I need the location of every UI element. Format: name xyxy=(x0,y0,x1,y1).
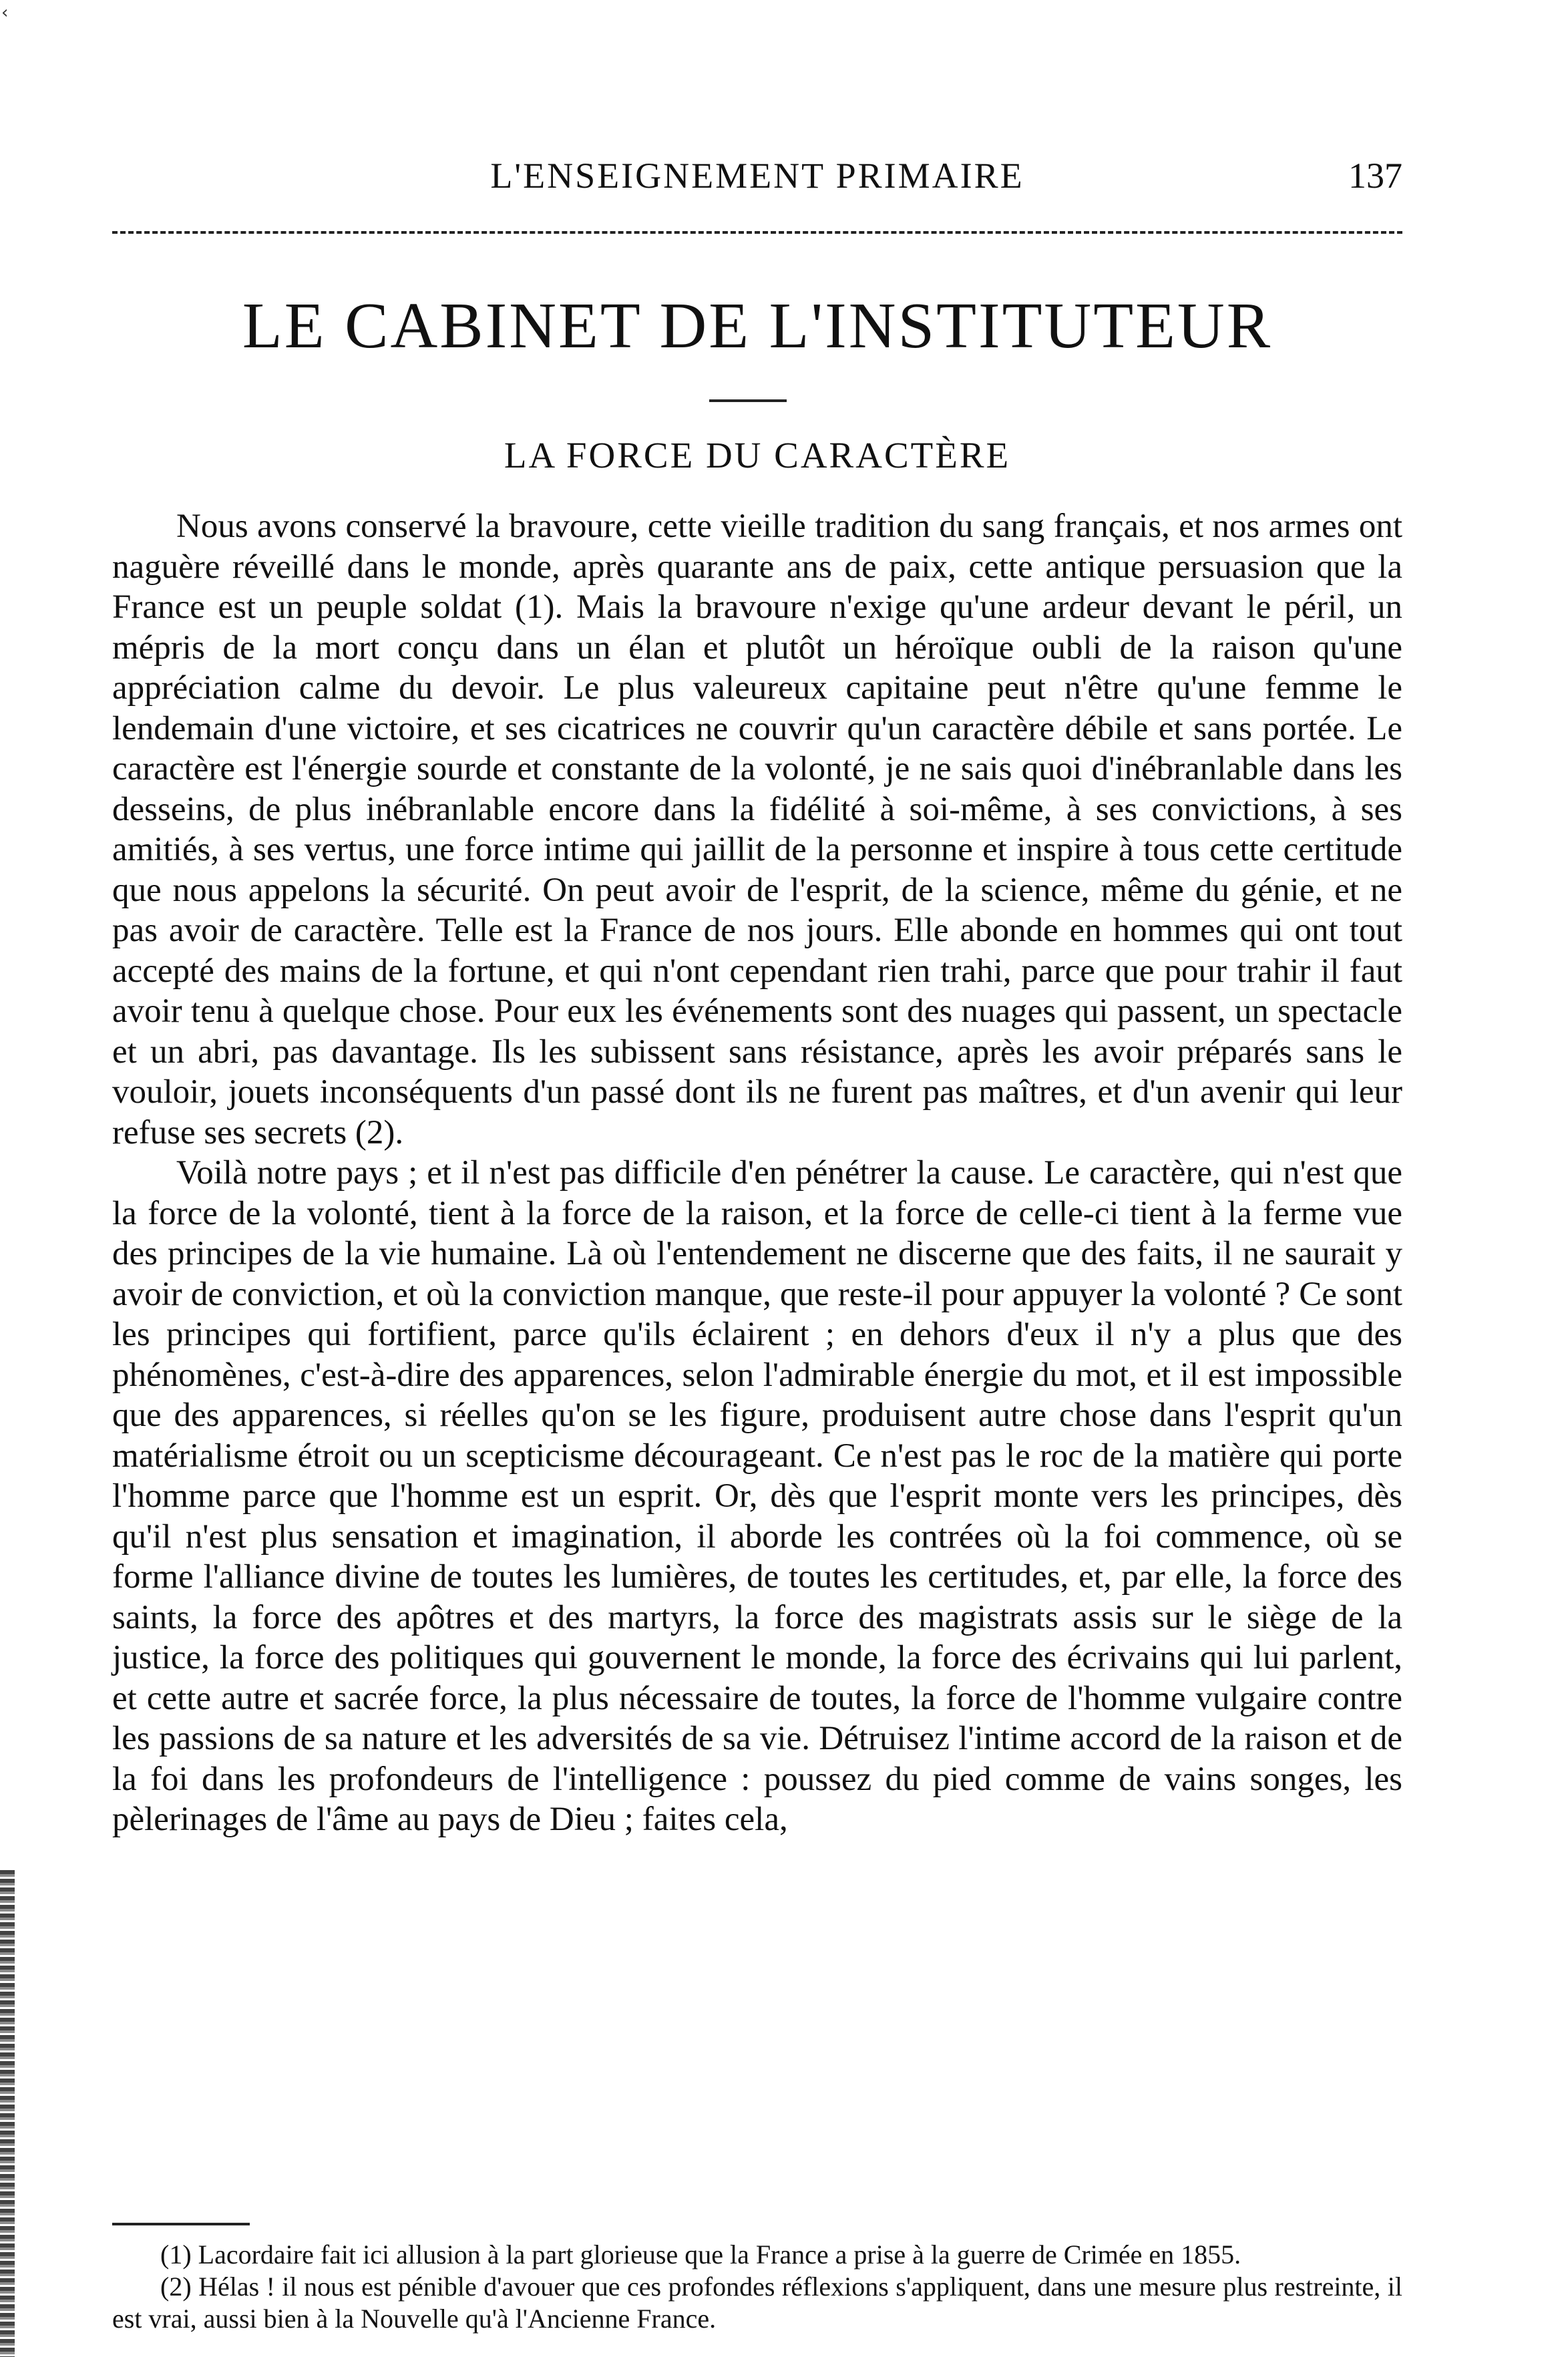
corner-mark-icon: ‹ xyxy=(1,3,9,23)
article-body xyxy=(112,506,1402,1840)
footnote-1: (1) Lacordaire fait ici allusion à la part glorieuse que la France a prise à la guerre de Crimée en 1855. xyxy=(160,2239,1241,2270)
footnote-rule xyxy=(112,2223,250,2225)
page-edge-binding xyxy=(0,1870,15,2357)
article-subtitle: LA FORCE DU CARACTÈRE xyxy=(504,435,1011,476)
footnote-2: (2) Hélas ! il nous est pénible d'avouer que ces profondes réflexions s'appliquent, dans une mesure plus restreinte, il est vrai, aussi bien à la Nouvelle qu'à l'Ancienne France. xyxy=(112,2272,1402,2334)
paragraph-1: Nous avons conservé la bravoure, cette vieille tradition du sang français, et nos armes ont naguère réveillé dans le monde, après quarante ans de paix, cette antique persuasion que la France est un peuple soldat (1). Mais la bravoure n'exige qu'une ardeur devant le péril, un mépris de la mort conçu dans un élan et plutôt un héroïque oubli de la raison qu'une appréciation calme du devoir. Le plus valeureux capitaine peut n'être qu'une femme le lendemain d'une victoire, et ses cicatrices ne couvrir qu'un caractère débile et sans portée. Le caractère est l'énergie sourde et constante de la volonté, je ne sais quoi d'inébranlable dans les desseins, de plus inébranlable encore dans la fidélité à soi-même, à ses convictions, à ses amitiés, à ses vertus, une force intime qui jaillit de la personne et inspire à tous cette certitude que nous appelons la sécurité. On peut avoir de l'esprit, de la science, même du génie, et ne pas avoir de caractère. Telle est la France de nos jours. Elle abonde en hommes qui ont tout accepté des mains de la fortune, et qui n'ont cependant rien trahi, parce que pour trahir il faut avoir tenu à quelque chose. Pour eux les événements sont des nuages qui passent, un spectacle et un abri, pas davantage. Ils les subissent sans résistance, après les avoir préparés sans le vouloir, jouets inconséquents d'un passé dont ils ne furent pas maîtres, et d'un avenir qui leur refuse ses secrets (2). xyxy=(112,508,1402,1151)
title-divider xyxy=(709,399,787,402)
footnotes xyxy=(112,2239,1402,2335)
running-title: L'ENSEIGNEMENT PRIMAIRE xyxy=(490,156,1024,196)
header-rule xyxy=(112,231,1402,234)
article-title: LE CABINET DE L'INSTITUTEUR xyxy=(242,290,1273,362)
paragraph-2: Voilà notre pays ; et il n'est pas difficile d'en pénétrer la cause. Le caractère, qui n'est que la force de la volonté, tient à la force de la raison, et la force de celle-ci tient à la ferme vue des principes de la vie humaine. Là où l'entendement ne discerne que des faits, il ne saurait y avoir de conviction, et où la conviction manque, que reste-il pour appuyer la volonté ? Ce sont les principes qui fortifient, parce qu'ils éclairent ; en dehors d'eux il n'y a plus que des phénomènes, c'est-à-dire des apparences, selon l'admirable énergie du mot, et il est impossible que des apparences, si réelles qu'on se les figure, produisent autre chose dans l'esprit qu'un matérialisme étroit ou un scepticisme décourageant. Ce n'est pas le roc de la matière qui porte l'homme parce que l'homme est un esprit. Or, dès que l'esprit monte vers les principes, dès qu'il n'est plus sensation et imagination, il aborde les contrées où la foi commence, où se forme l'alliance divine de toutes les lumières, de toutes les certitudes, et, par elle, la force des saints, la force des apôtres et des martyrs, la force des magistrats assis sur le siège de la justice, la force des politiques qui gouvernent le monde, la force des écrivains qui lui parlent, et cette autre et sacrée force, la plus nécessaire de toutes, la force de l'homme vulgaire contre les passions de sa nature et les adversités de sa vie. Détruisez l'intime accord de la raison et de la foi dans les profondeurs de l'intelligence : poussez du pied comme de vains songes, les pèlerinages de l'âme au pays de Dieu ; faites cela, xyxy=(112,1154,1402,1838)
page-header xyxy=(112,155,1402,202)
page-number: 137 xyxy=(1348,156,1402,196)
